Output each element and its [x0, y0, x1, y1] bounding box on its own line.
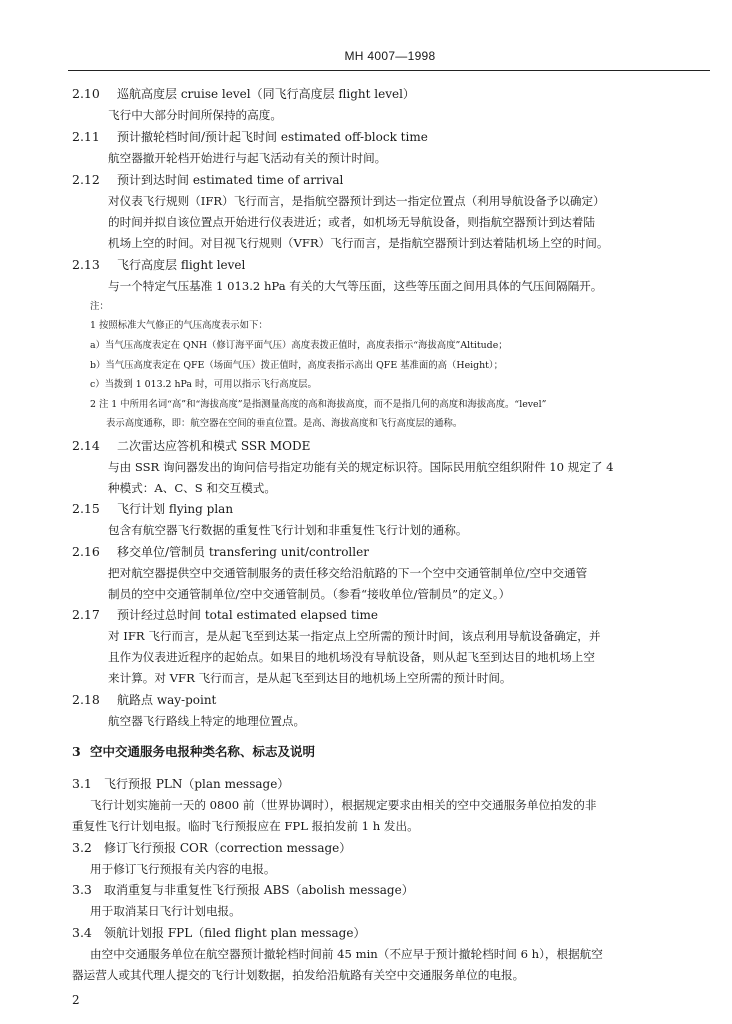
clause-number: 2.15 [72, 501, 100, 516]
clause-text: 包含有航空器飞行数据的重复性飞行计划和非重复性飞行计划的通称。 [108, 523, 468, 537]
clause-number: 2.14 [72, 438, 100, 453]
clause-text: 用于取消某日飞行计划电报。 [90, 904, 241, 918]
note-line: a）当气压高度表定在 QNH（修订海平面气压）高度表拨正值时，高度表指示“海拔高度”Altitude； [90, 340, 508, 351]
clause-text: 航空器撤开轮档开始进行与起飞活动有关的预计时间。 [108, 151, 387, 165]
clause-number: 2.13 [72, 257, 100, 272]
clause-text: 重复性飞行计划电报。临时飞行预报应在 FPL 报拍发前 1 h 发出。 [72, 819, 419, 833]
clause-number: 2.16 [72, 544, 100, 559]
page-number: 2 [72, 993, 80, 1007]
note-line: 表示高度通称，即：航空器在空间的垂直位置。是高、海拔高度和飞行高度层的通称。 [106, 418, 463, 429]
header-rule [68, 70, 710, 71]
clause-text: 制员的空中交通管制单位/空中交通管制员。（参看“接收单位/管制员”的定义。） [108, 587, 511, 601]
clause-heading: 领航计划报 FPL（filed flight plan message） [104, 926, 366, 940]
clause-number: 2.10 [72, 86, 100, 101]
clause-text: 且作为仪表进近程序的起始点。如果目的地机场没有导航设备，则从起飞至到达目的地机场上空 [108, 650, 595, 664]
clause-text: 由空中交通服务单位在航空器预计撤轮档时间前 45 min（不应早于预计撤轮档时间 6 h），根据航空 [90, 947, 603, 961]
clause-heading: 巡航高度层 cruise level（同飞行高度层 flight level） [117, 87, 415, 101]
clause-text: 航空器飞行路线上特定的地理位置点。 [108, 714, 306, 728]
clause-number: 3.4 [72, 925, 92, 940]
clause-text: 与一个特定气压基准 1 013.2 hPa 有关的大气等压面，这些等压面之间用具体的气压间隔隔开。 [108, 279, 603, 293]
clause-text: 对 IFR 飞行而言，是从起飞至到达某一指定点上空所需的预计时间，该点利用导航设备确定，并 [108, 629, 601, 643]
note-label: 注： [90, 301, 109, 312]
section-number: 3 [72, 744, 81, 759]
clause-number: 3.3 [72, 882, 92, 897]
standard-code-header: MH 4007—1998 [344, 49, 436, 63]
clause-text: 对仪表飞行规则（IFR）飞行而言，是指航空器预计到达一指定位置点（利用导航设备予以确定） [108, 194, 605, 208]
clause-text: 飞行中大部分时间所保持的高度。 [108, 108, 282, 122]
clause-heading: 修订飞行预报 COR（correction message） [104, 841, 352, 855]
clause-number: 2.12 [72, 172, 100, 187]
clause-text: 机场上空的时间。对目视飞行规则（VFR）飞行而言，是指航空器预计到达着陆机场上空的时间。 [108, 236, 609, 250]
clause-number: 2.17 [72, 607, 100, 622]
clause-number: 2.11 [72, 129, 100, 144]
note-line: 1 按照标准大气修正的气压高度表示如下： [90, 320, 268, 331]
clause-heading: 飞行计划 flying plan [117, 502, 234, 516]
clause-text: 来计算。对 VFR 飞行而言，是从起飞至到达目的地机场上空所需的预计时间。 [108, 671, 512, 685]
clause-heading: 飞行预报 PLN（plan message） [104, 777, 290, 791]
clause-text: 的时间并拟自该位置点开始进行仪表进近；或者，如机场无导航设备，则指航空器预计到达着陆 [108, 215, 595, 229]
clause-text: 种模式：A、C、S 和交互模式。 [108, 481, 276, 495]
clause-heading: 航路点 way-point [117, 693, 217, 707]
clause-number: 2.18 [72, 692, 100, 707]
clause-number: 3.1 [72, 776, 92, 791]
clause-heading: 预计经过总时间 total estimated elapsed time [117, 608, 379, 622]
note-line: 2 注 1 中所用名词“高”和“海拔高度”是指测量高度的高和海拔高度，而不是指几何的高度和海拔高度。“level” [90, 399, 547, 410]
clause-heading: 移交单位/管制员 transfering unit/controller [117, 545, 369, 559]
note-line: b）当气压高度表定在 QFE（场面气压）拨正值时，高度表指示高出 QFE 基准面的高（Height）； [90, 360, 503, 371]
clause-heading: 二次雷达应答机和模式 SSR MODE [117, 439, 311, 453]
clause-text: 与由 SSR 询问器发出的询问信号指定功能有关的规定标识符。国际民用航空组织附件 10 规定了 4 [108, 460, 614, 474]
clause-text: 用于修订飞行预报有关内容的电报。 [90, 862, 276, 876]
clause-heading: 预计撤轮档时间/预计起飞时间 estimated off-block time [117, 130, 428, 144]
section-title: 空中交通服务电报种类名称、标志及说明 [90, 744, 316, 759]
clause-heading: 预计到达时间 estimated time of arrival [117, 173, 344, 187]
note-line: c）当拨到 1 013.2 hPa 时，可用以指示飞行高度层。 [90, 379, 317, 390]
clause-heading: 飞行高度层 flight level [117, 258, 246, 272]
clause-number: 3.2 [72, 840, 92, 855]
clause-text: 把对航空器提供空中交通管制服务的责任移交给沿航路的下一个空中交通管制单位/空中交通管 [108, 566, 588, 580]
clause-text: 器运营人或其代理人提交的飞行计划数据，拍发给沿航路有关空中交通服务单位的电报。 [72, 968, 525, 982]
clause-text: 飞行计划实施前一天的 0800 前（世界协调时），根据规定要求由相关的空中交通服务单位拍发的非 [90, 798, 597, 812]
clause-heading: 取消重复与非重复性飞行预报 ABS（abolish message） [104, 883, 414, 897]
